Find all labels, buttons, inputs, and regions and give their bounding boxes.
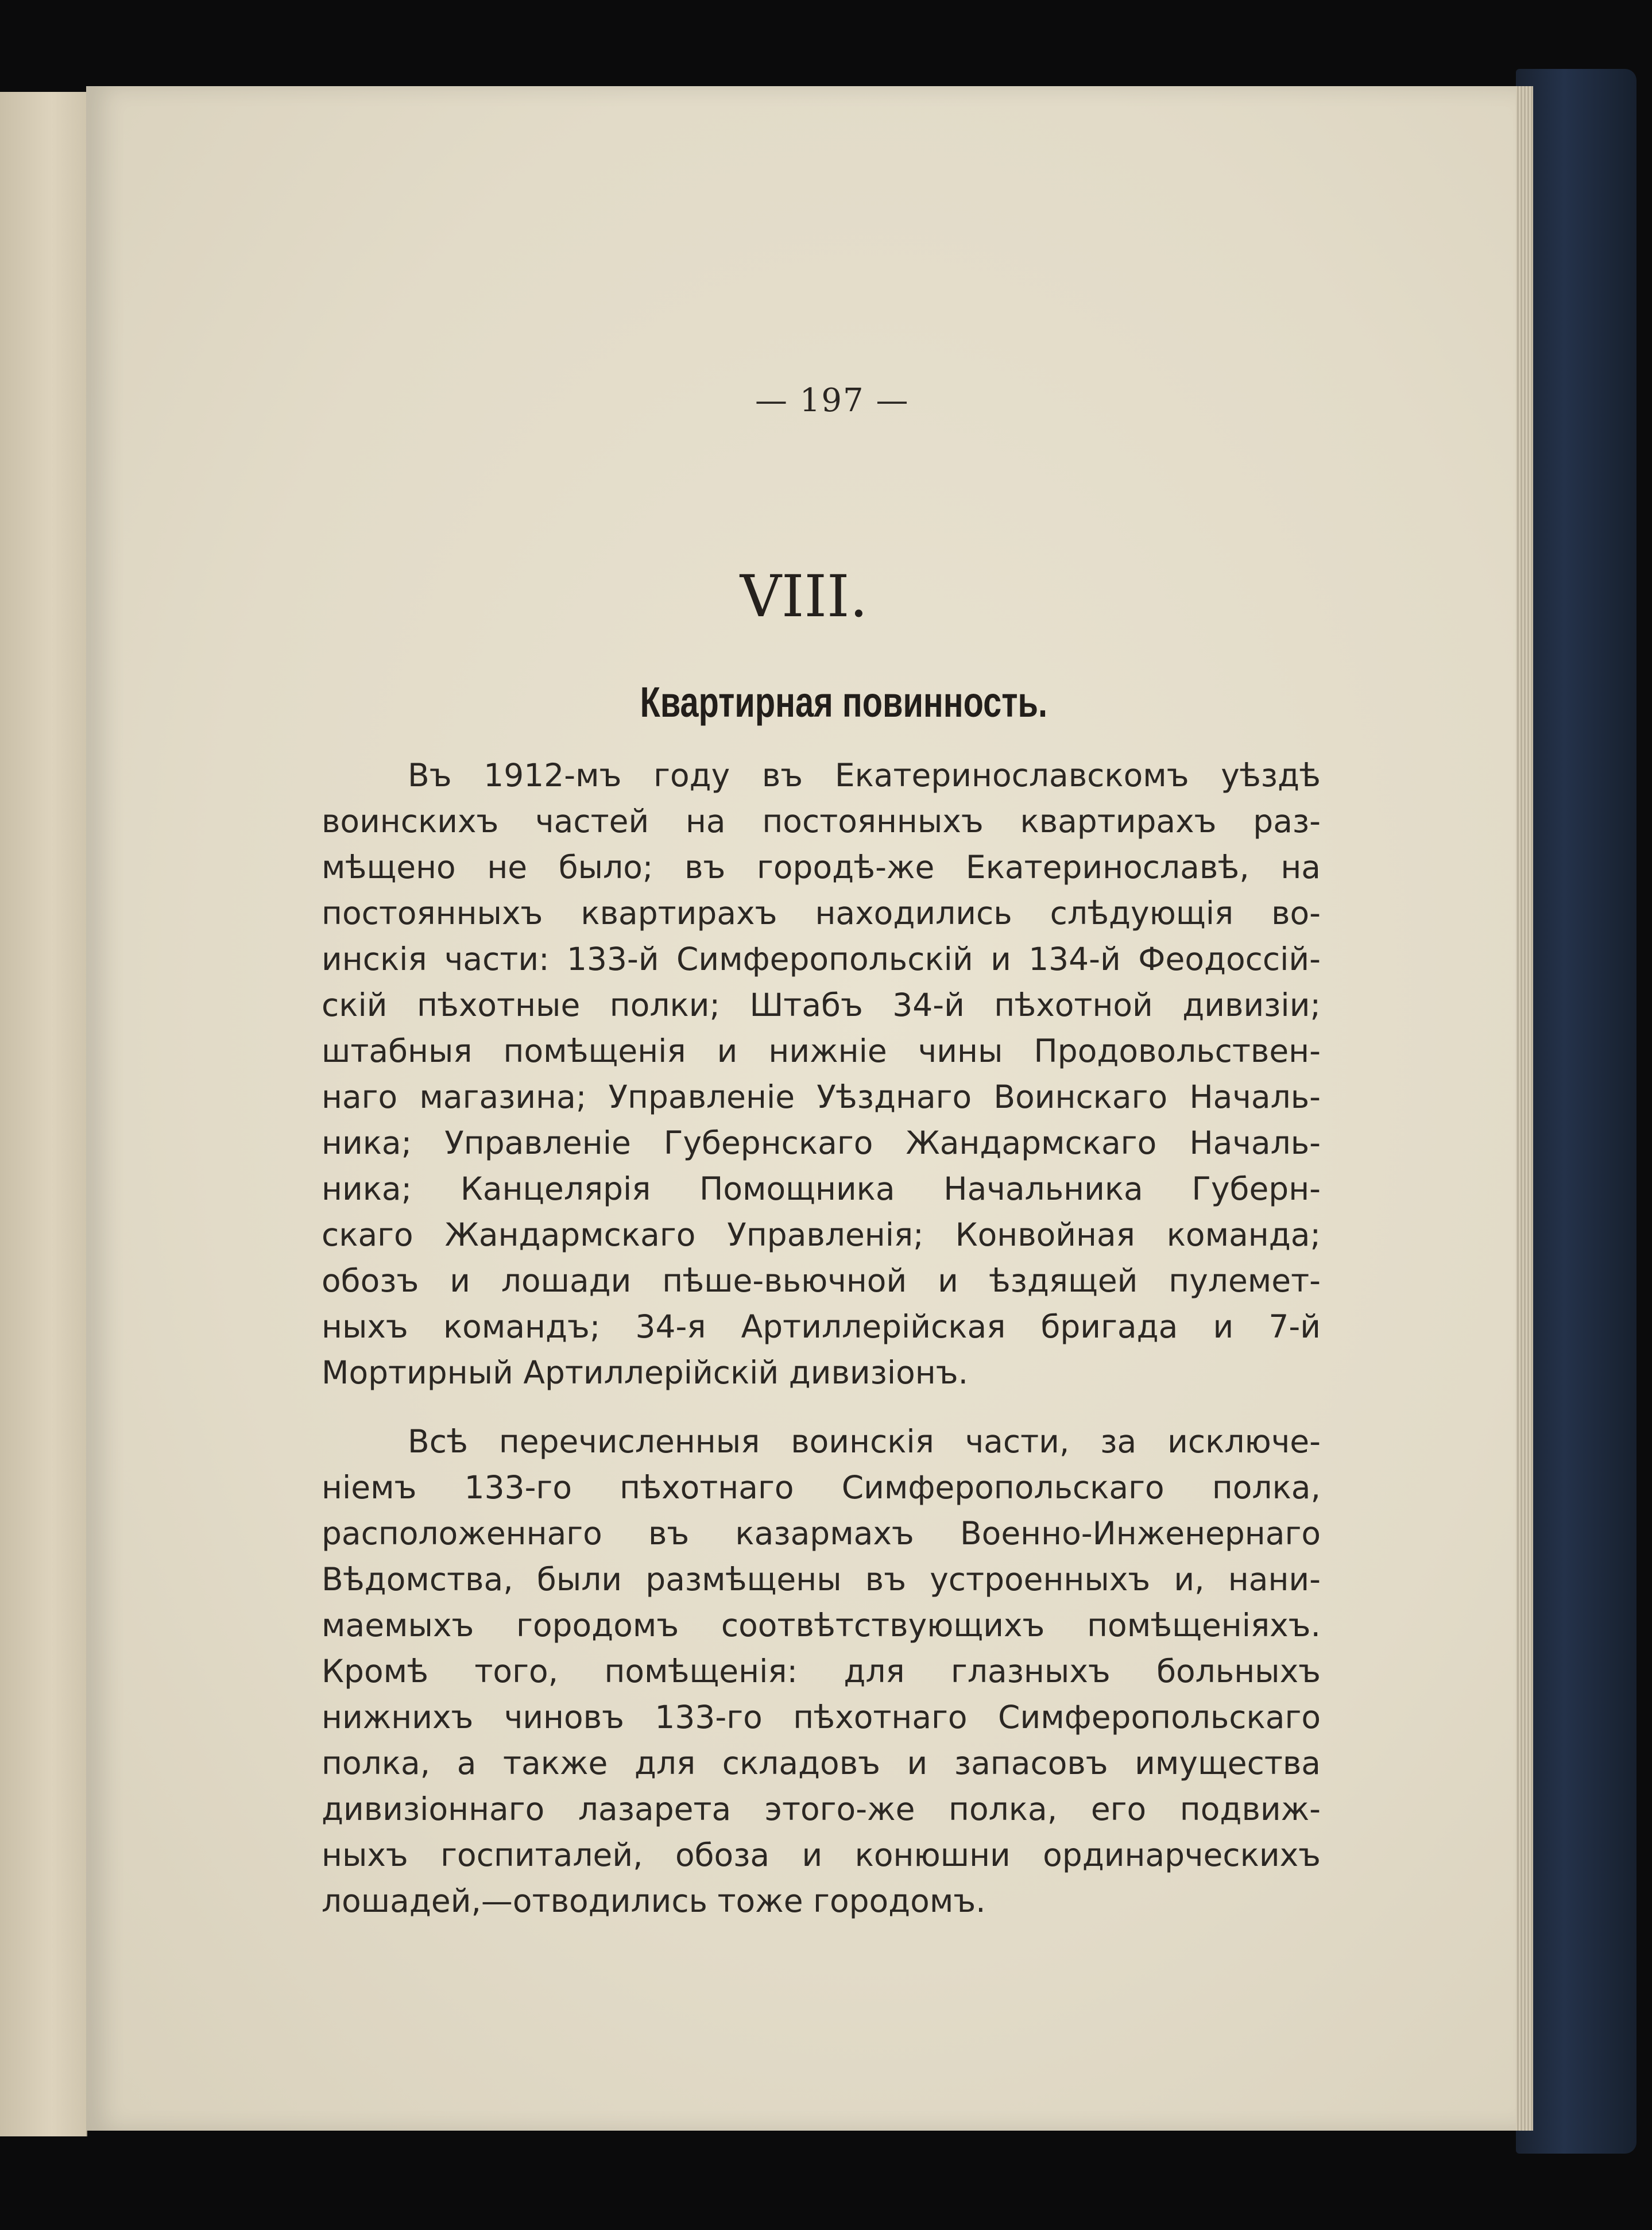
- book-cover: [1516, 69, 1636, 2154]
- text-line: ника; Управленіе Губернскаго Жандармскаго Началь-: [322, 1124, 1321, 1161]
- paragraph-2: [322, 1419, 1321, 1924]
- text-line: Въ 1912-мъ году въ Екатеринославскомъ уѣздѣ: [408, 757, 1321, 794]
- text-line: постоянныхъ квартирахъ находились слѣдующія во-: [322, 895, 1321, 932]
- text-line: расположеннаго въ казармахъ Военно-Инженернаго: [322, 1515, 1321, 1552]
- text-line: скаго Жандармскаго Управленія; Конвойная команда;: [322, 1216, 1321, 1253]
- text-line: маемыхъ городомъ соотвѣтствующихъ помѣщеніяхъ.: [322, 1607, 1321, 1644]
- text-line: ніемъ 133-го пѣхотнаго Симферопольскаго полка,: [322, 1469, 1321, 1506]
- text-line: инскія части: 133-й Симферопольскій и 134-й Феодоссій-: [322, 941, 1321, 977]
- text-line: воинскихъ частей на постоянныхъ квартирахъ раз-: [322, 803, 1321, 840]
- text-line: лошадей,—отводились тоже городомъ.: [322, 1883, 986, 1919]
- text-line: Вѣдомства, были размѣщены въ устроенныхъ и, нани-: [322, 1561, 1321, 1598]
- text-line: ныхъ командъ; 34-я Артиллерійская бригада и 7-й: [322, 1308, 1321, 1345]
- text-line: наго магазина; Управленіе Уѣзднаго Воинскаго Началь-: [322, 1079, 1321, 1115]
- left-page-edge: [0, 92, 87, 2136]
- chapter-title: Квартирная повинность.: [640, 678, 1048, 726]
- text-line: дивизіоннаго лазарета этого-же полка, его подвиж-: [322, 1791, 1321, 1827]
- text-line: нижнихъ чиновъ 133-го пѣхотнаго Симферопольскаго: [322, 1699, 1321, 1736]
- page-number: — 197 —: [755, 382, 910, 419]
- book-page: [86, 86, 1516, 2131]
- paragraph-1: [322, 752, 1321, 1396]
- text-line: ника; Канцелярія Помощника Начальника Губерн-: [322, 1170, 1321, 1207]
- text-line: Мортирный Артиллерійскій дивизіонъ.: [322, 1354, 969, 1391]
- text-line: скій пѣхотные полки; Штабъ 34-й пѣхотной дивизіи;: [322, 987, 1321, 1023]
- text-line: обозъ и лошади пѣше-вьючной и ѣздящей пулемет-: [322, 1262, 1321, 1299]
- text-line: мѣщено не было; въ городѣ-же Екатеринославѣ, на: [322, 849, 1321, 886]
- text-line: штабныя помѣщенія и нижніе чины Продовольствен-: [322, 1033, 1321, 1069]
- text-line: Кромѣ того, помѣщенія: для глазныхъ больныхъ: [322, 1653, 1321, 1690]
- text-line: Всѣ перечисленныя воинскія части, за исключе-: [408, 1423, 1321, 1460]
- chapter-numeral: VIII.: [740, 563, 868, 630]
- text-line: ныхъ госпиталей, обоза и конюшни ординарческихъ: [322, 1837, 1321, 1873]
- text-line: полка, а также для складовъ и запасовъ имущества: [322, 1745, 1321, 1781]
